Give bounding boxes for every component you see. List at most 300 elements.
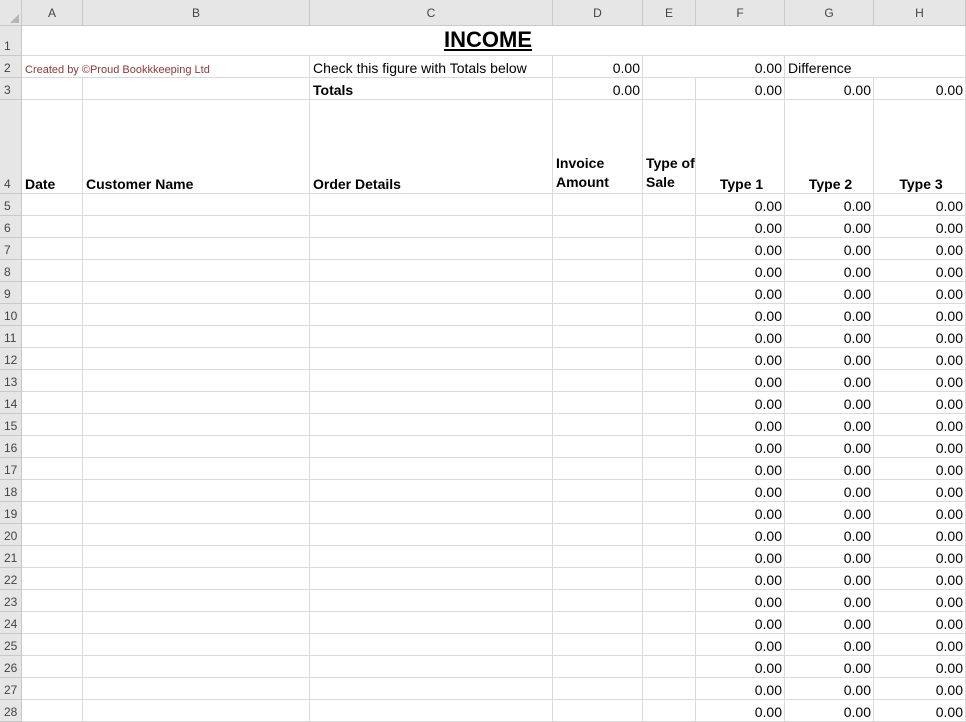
- column-header-d[interactable]: D: [553, 0, 643, 26]
- value-f5: 0.00: [754, 198, 782, 214]
- cell-b3[interactable]: [83, 78, 310, 100]
- cell-f11[interactable]: [696, 326, 785, 348]
- cell-c23[interactable]: [310, 590, 553, 612]
- cell-a14[interactable]: [22, 392, 83, 414]
- cell-b21[interactable]: [83, 546, 310, 568]
- cell-f12[interactable]: [696, 348, 785, 370]
- cell-c13[interactable]: [310, 370, 553, 392]
- cell-d24[interactable]: [553, 612, 643, 634]
- column-header-c[interactable]: C: [310, 0, 553, 26]
- row-header-19[interactable]: 19: [0, 502, 22, 524]
- cell-d11[interactable]: [553, 326, 643, 348]
- value-g6: 0.00: [843, 220, 871, 236]
- cell-b2[interactable]: [83, 56, 310, 78]
- row-header-8[interactable]: 8: [0, 260, 22, 282]
- cell-c17[interactable]: [310, 458, 553, 480]
- cell-b5[interactable]: [83, 194, 310, 216]
- cell-d27[interactable]: [553, 678, 643, 700]
- value-h7: 0.00: [935, 242, 963, 258]
- cell-g20[interactable]: [785, 524, 874, 546]
- sheet-title: INCOME: [444, 27, 532, 52]
- cell-b9[interactable]: [83, 282, 310, 304]
- cell-c28[interactable]: [310, 700, 553, 722]
- cell-d7[interactable]: [553, 238, 643, 260]
- cell-c21[interactable]: [310, 546, 553, 568]
- cell-g12[interactable]: [785, 348, 874, 370]
- column-header-a[interactable]: A: [22, 0, 83, 26]
- cell-h4[interactable]: [874, 100, 966, 194]
- value-g17: 0.00: [843, 462, 871, 478]
- cell-a1[interactable]: [22, 26, 83, 56]
- cell-f26[interactable]: [696, 656, 785, 678]
- cell-d3[interactable]: [553, 78, 643, 100]
- cell-c12[interactable]: [310, 348, 553, 370]
- row-header-5[interactable]: 5: [0, 194, 22, 216]
- row-header-27[interactable]: 27: [0, 678, 22, 700]
- row-header-4[interactable]: 4: [0, 100, 22, 194]
- cell-e6[interactable]: [643, 216, 696, 238]
- cell-g26[interactable]: [785, 656, 874, 678]
- cell-a17[interactable]: [22, 458, 83, 480]
- cell-h17[interactable]: [874, 458, 966, 480]
- cell-g24[interactable]: [785, 612, 874, 634]
- cell-g19[interactable]: [785, 502, 874, 524]
- value-f13: 0.00: [754, 374, 782, 390]
- cell-g3[interactable]: [785, 78, 874, 100]
- cell-e16[interactable]: [643, 436, 696, 458]
- cell-e23[interactable]: [643, 590, 696, 612]
- cell-d28[interactable]: [553, 700, 643, 722]
- cell-d8[interactable]: [553, 260, 643, 282]
- row-header-24[interactable]: 24: [0, 612, 22, 634]
- row-header-13[interactable]: 13: [0, 370, 22, 392]
- cell-h23[interactable]: [874, 590, 966, 612]
- cell-g9[interactable]: [785, 282, 874, 304]
- cell-h1[interactable]: [874, 26, 966, 56]
- cell-d6[interactable]: [553, 216, 643, 238]
- row-header-22[interactable]: 22: [0, 568, 22, 590]
- cell-e5[interactable]: [643, 194, 696, 216]
- cell-a22[interactable]: [22, 568, 83, 590]
- cell-d17[interactable]: [553, 458, 643, 480]
- cell-e9[interactable]: [643, 282, 696, 304]
- cell-e24[interactable]: [643, 612, 696, 634]
- row-header-20[interactable]: 20: [0, 524, 22, 546]
- cell-d12[interactable]: [553, 348, 643, 370]
- cell-f3[interactable]: [696, 78, 785, 100]
- cell-h18[interactable]: [874, 480, 966, 502]
- value-f20: 0.00: [754, 528, 782, 544]
- value-h20: 0.00: [935, 528, 963, 544]
- row-header-11[interactable]: 11: [0, 326, 22, 348]
- cell-h14[interactable]: [874, 392, 966, 414]
- cell-c25[interactable]: [310, 634, 553, 656]
- total-h: 0.00: [935, 82, 963, 98]
- value-g20: 0.00: [843, 528, 871, 544]
- cell-h9[interactable]: [874, 282, 966, 304]
- value-f28: 0.00: [754, 704, 782, 720]
- cell-f21[interactable]: [696, 546, 785, 568]
- value-g21: 0.00: [843, 550, 871, 566]
- cell-a27[interactable]: [22, 678, 83, 700]
- cell-f19[interactable]: [696, 502, 785, 524]
- cell-g7[interactable]: [785, 238, 874, 260]
- cell-g4[interactable]: [785, 100, 874, 194]
- value-g28: 0.00: [843, 704, 871, 720]
- cell-e15[interactable]: [643, 414, 696, 436]
- cell-h7[interactable]: [874, 238, 966, 260]
- cell-d1[interactable]: [553, 26, 643, 56]
- row-header-15[interactable]: 15: [0, 414, 22, 436]
- value-f23: 0.00: [754, 594, 782, 610]
- cell-d19[interactable]: [553, 502, 643, 524]
- cell-a10[interactable]: [22, 304, 83, 326]
- cell-b12[interactable]: [83, 348, 310, 370]
- cell-d22[interactable]: [553, 568, 643, 590]
- cell-f17[interactable]: [696, 458, 785, 480]
- value-f22: 0.00: [754, 572, 782, 588]
- cell-e10[interactable]: [643, 304, 696, 326]
- cell-g11[interactable]: [785, 326, 874, 348]
- cell-g18[interactable]: [785, 480, 874, 502]
- row-header-6[interactable]: 6: [0, 216, 22, 238]
- row-header-14[interactable]: 14: [0, 392, 22, 414]
- cell-a7[interactable]: [22, 238, 83, 260]
- value-g8: 0.00: [843, 264, 871, 280]
- cell-g5[interactable]: [785, 194, 874, 216]
- value-f11: 0.00: [754, 330, 782, 346]
- cell-b28[interactable]: [83, 700, 310, 722]
- row-header-28[interactable]: 28: [0, 700, 22, 722]
- cell-a9[interactable]: [22, 282, 83, 304]
- row-header-21[interactable]: 21: [0, 546, 22, 568]
- cell-d16[interactable]: [553, 436, 643, 458]
- cell-g13[interactable]: [785, 370, 874, 392]
- cell-a24[interactable]: [22, 612, 83, 634]
- cell-b18[interactable]: [83, 480, 310, 502]
- cell-a5[interactable]: [22, 194, 83, 216]
- cell-h19[interactable]: [874, 502, 966, 524]
- cell-a4[interactable]: [22, 100, 83, 194]
- cell-d5[interactable]: [553, 194, 643, 216]
- row-header-1[interactable]: 1: [0, 26, 22, 56]
- cell-b20[interactable]: [83, 524, 310, 546]
- cell-e19[interactable]: [643, 502, 696, 524]
- cell-e11[interactable]: [643, 326, 696, 348]
- cell-f16[interactable]: [696, 436, 785, 458]
- row-header-7[interactable]: 7: [0, 238, 22, 260]
- cell-h20[interactable]: [874, 524, 966, 546]
- total-g: 0.00: [843, 82, 871, 98]
- cell-h3[interactable]: [874, 78, 966, 100]
- cell-d21[interactable]: [553, 546, 643, 568]
- cell-g22[interactable]: [785, 568, 874, 590]
- cell-a21[interactable]: [22, 546, 83, 568]
- cell-f5[interactable]: [696, 194, 785, 216]
- cell-h11[interactable]: [874, 326, 966, 348]
- cell-e13[interactable]: [643, 370, 696, 392]
- row-header-18[interactable]: 18: [0, 480, 22, 502]
- cell-a23[interactable]: [22, 590, 83, 612]
- cell-f20[interactable]: [696, 524, 785, 546]
- cell-c6[interactable]: [310, 216, 553, 238]
- cell-g28[interactable]: [785, 700, 874, 722]
- cell-h8[interactable]: [874, 260, 966, 282]
- cell-g2[interactable]: [785, 56, 874, 78]
- cell-c19[interactable]: [310, 502, 553, 524]
- cell-a15[interactable]: [22, 414, 83, 436]
- cell-f22[interactable]: [696, 568, 785, 590]
- cell-d18[interactable]: [553, 480, 643, 502]
- cell-a19[interactable]: [22, 502, 83, 524]
- cell-g8[interactable]: [785, 260, 874, 282]
- cell-f7[interactable]: [696, 238, 785, 260]
- cell-g23[interactable]: [785, 590, 874, 612]
- cell-e21[interactable]: [643, 546, 696, 568]
- cell-e1[interactable]: [643, 26, 696, 56]
- cell-g21[interactable]: [785, 546, 874, 568]
- cell-f1[interactable]: [696, 26, 785, 56]
- cell-f2[interactable]: [696, 56, 785, 78]
- cell-f27[interactable]: [696, 678, 785, 700]
- cell-f10[interactable]: [696, 304, 785, 326]
- cell-e12[interactable]: [643, 348, 696, 370]
- cell-b19[interactable]: [83, 502, 310, 524]
- cell-f9[interactable]: [696, 282, 785, 304]
- cell-a12[interactable]: [22, 348, 83, 370]
- row-header-2[interactable]: 2: [0, 56, 22, 78]
- cell-g6[interactable]: [785, 216, 874, 238]
- value-f26: 0.00: [754, 660, 782, 676]
- value-f6: 0.00: [754, 220, 782, 236]
- cell-a6[interactable]: [22, 216, 83, 238]
- cell-a11[interactable]: [22, 326, 83, 348]
- cell-h25[interactable]: [874, 634, 966, 656]
- column-header-e[interactable]: E: [643, 0, 696, 26]
- header-g: Type 2: [808, 176, 853, 192]
- cell-b6[interactable]: [83, 216, 310, 238]
- cell-f14[interactable]: [696, 392, 785, 414]
- column-header-g[interactable]: G: [785, 0, 874, 26]
- cell-c16[interactable]: [310, 436, 553, 458]
- value-f18: 0.00: [754, 484, 782, 500]
- cell-c8[interactable]: [310, 260, 553, 282]
- cell-e22[interactable]: [643, 568, 696, 590]
- row-header-10[interactable]: 10: [0, 304, 22, 326]
- cell-f25[interactable]: [696, 634, 785, 656]
- cell-h15[interactable]: [874, 414, 966, 436]
- cell-c26[interactable]: [310, 656, 553, 678]
- cell-g14[interactable]: [785, 392, 874, 414]
- header-f: Type 1: [719, 176, 764, 192]
- column-header-b[interactable]: B: [83, 0, 310, 26]
- cell-f8[interactable]: [696, 260, 785, 282]
- cell-f6[interactable]: [696, 216, 785, 238]
- cell-d23[interactable]: [553, 590, 643, 612]
- cell-a20[interactable]: [22, 524, 83, 546]
- row-header-3[interactable]: 3: [0, 78, 22, 100]
- cell-h5[interactable]: [874, 194, 966, 216]
- cell-b14[interactable]: [83, 392, 310, 414]
- cell-g1[interactable]: [785, 26, 874, 56]
- cell-a8[interactable]: [22, 260, 83, 282]
- cell-e8[interactable]: [643, 260, 696, 282]
- value-f25: 0.00: [754, 638, 782, 654]
- cell-e2[interactable]: [643, 56, 696, 78]
- difference-label: Difference: [788, 60, 852, 76]
- cell-g15[interactable]: [785, 414, 874, 436]
- cell-d26[interactable]: [553, 656, 643, 678]
- cell-e25[interactable]: [643, 634, 696, 656]
- credit-text: Created by ©Proud Bookkkeeping Ltd: [25, 64, 210, 76]
- value-f7: 0.00: [754, 242, 782, 258]
- cell-f24[interactable]: [696, 612, 785, 634]
- cell-e20[interactable]: [643, 524, 696, 546]
- cell-e3[interactable]: [643, 78, 696, 100]
- cell-e28[interactable]: [643, 700, 696, 722]
- cell-c4[interactable]: [310, 100, 553, 194]
- cell-f23[interactable]: [696, 590, 785, 612]
- cell-h27[interactable]: [874, 678, 966, 700]
- cell-e27[interactable]: [643, 678, 696, 700]
- value-h19: 0.00: [935, 506, 963, 522]
- row-header-26[interactable]: 26: [0, 656, 22, 678]
- cell-h16[interactable]: [874, 436, 966, 458]
- cell-d10[interactable]: [553, 304, 643, 326]
- column-header-f[interactable]: F: [696, 0, 785, 26]
- cell-c9[interactable]: [310, 282, 553, 304]
- cell-c24[interactable]: [310, 612, 553, 634]
- column-header-h[interactable]: H: [874, 0, 966, 26]
- cell-b27[interactable]: [83, 678, 310, 700]
- cell-a25[interactable]: [22, 634, 83, 656]
- row-header-25[interactable]: 25: [0, 634, 22, 656]
- cell-d25[interactable]: [553, 634, 643, 656]
- value-h23: 0.00: [935, 594, 963, 610]
- cell-h10[interactable]: [874, 304, 966, 326]
- value-g7: 0.00: [843, 242, 871, 258]
- cell-h2[interactable]: [874, 56, 966, 78]
- cell-g17[interactable]: [785, 458, 874, 480]
- cell-b1[interactable]: [83, 26, 310, 56]
- cell-h6[interactable]: [874, 216, 966, 238]
- cell-f13[interactable]: [696, 370, 785, 392]
- cell-g10[interactable]: [785, 304, 874, 326]
- cell-c22[interactable]: [310, 568, 553, 590]
- cell-b25[interactable]: [83, 634, 310, 656]
- cell-c2[interactable]: [310, 56, 553, 78]
- cell-h22[interactable]: [874, 568, 966, 590]
- value-g12: 0.00: [843, 352, 871, 368]
- value-f16: 0.00: [754, 440, 782, 456]
- cell-h21[interactable]: [874, 546, 966, 568]
- cell-b4[interactable]: [83, 100, 310, 194]
- cell-d20[interactable]: [553, 524, 643, 546]
- cell-b26[interactable]: [83, 656, 310, 678]
- cell-b23[interactable]: [83, 590, 310, 612]
- cell-a18[interactable]: [22, 480, 83, 502]
- value-h25: 0.00: [935, 638, 963, 654]
- cell-b10[interactable]: [83, 304, 310, 326]
- cell-b8[interactable]: [83, 260, 310, 282]
- cell-g16[interactable]: [785, 436, 874, 458]
- cell-b24[interactable]: [83, 612, 310, 634]
- cell-a16[interactable]: [22, 436, 83, 458]
- value-f17: 0.00: [754, 462, 782, 478]
- cell-e4[interactable]: [643, 100, 696, 194]
- cell-b11[interactable]: [83, 326, 310, 348]
- cell-d2[interactable]: [553, 56, 643, 78]
- cell-f28[interactable]: [696, 700, 785, 722]
- cell-c18[interactable]: [310, 480, 553, 502]
- cell-d13[interactable]: [553, 370, 643, 392]
- cell-d9[interactable]: [553, 282, 643, 304]
- check-value-f: 0.00: [754, 60, 782, 76]
- cell-e26[interactable]: [643, 656, 696, 678]
- cell-a26[interactable]: [22, 656, 83, 678]
- cell-h26[interactable]: [874, 656, 966, 678]
- cell-a28[interactable]: [22, 700, 83, 722]
- row-header-17[interactable]: 17: [0, 458, 22, 480]
- cell-b7[interactable]: [83, 238, 310, 260]
- cell-d15[interactable]: [553, 414, 643, 436]
- select-all-corner[interactable]: [0, 0, 22, 26]
- cell-c5[interactable]: [310, 194, 553, 216]
- total-d: 0.00: [612, 82, 640, 98]
- cell-f18[interactable]: [696, 480, 785, 502]
- cell-c15[interactable]: [310, 414, 553, 436]
- cell-d4[interactable]: [553, 100, 643, 194]
- row-header-16[interactable]: 16: [0, 436, 22, 458]
- row-header-23[interactable]: 23: [0, 590, 22, 612]
- row-header-12[interactable]: 12: [0, 348, 22, 370]
- row-header-9[interactable]: 9: [0, 282, 22, 304]
- cell-e17[interactable]: [643, 458, 696, 480]
- value-h22: 0.00: [935, 572, 963, 588]
- cell-f4[interactable]: [696, 100, 785, 194]
- cell-b22[interactable]: [83, 568, 310, 590]
- cell-b16[interactable]: [83, 436, 310, 458]
- cell-e7[interactable]: [643, 238, 696, 260]
- cell-c7[interactable]: [310, 238, 553, 260]
- cell-c14[interactable]: [310, 392, 553, 414]
- cell-c10[interactable]: [310, 304, 553, 326]
- value-h21: 0.00: [935, 550, 963, 566]
- cell-b15[interactable]: [83, 414, 310, 436]
- cell-g27[interactable]: [785, 678, 874, 700]
- cell-b17[interactable]: [83, 458, 310, 480]
- cell-h24[interactable]: [874, 612, 966, 634]
- value-g11: 0.00: [843, 330, 871, 346]
- cell-c11[interactable]: [310, 326, 553, 348]
- cell-a2[interactable]: [22, 56, 210, 78]
- cell-g25[interactable]: [785, 634, 874, 656]
- cell-c3[interactable]: [310, 78, 553, 100]
- cell-d14[interactable]: [553, 392, 643, 414]
- cell-c27[interactable]: [310, 678, 553, 700]
- cell-h12[interactable]: [874, 348, 966, 370]
- cell-e18[interactable]: [643, 480, 696, 502]
- cell-e14[interactable]: [643, 392, 696, 414]
- cell-b13[interactable]: [83, 370, 310, 392]
- cell-c20[interactable]: [310, 524, 553, 546]
- cell-f15[interactable]: [696, 414, 785, 436]
- cell-h13[interactable]: [874, 370, 966, 392]
- cell-h28[interactable]: [874, 700, 966, 722]
- header-h: Type 3: [899, 176, 943, 192]
- cell-a3[interactable]: [22, 78, 83, 100]
- cell-a13[interactable]: [22, 370, 83, 392]
